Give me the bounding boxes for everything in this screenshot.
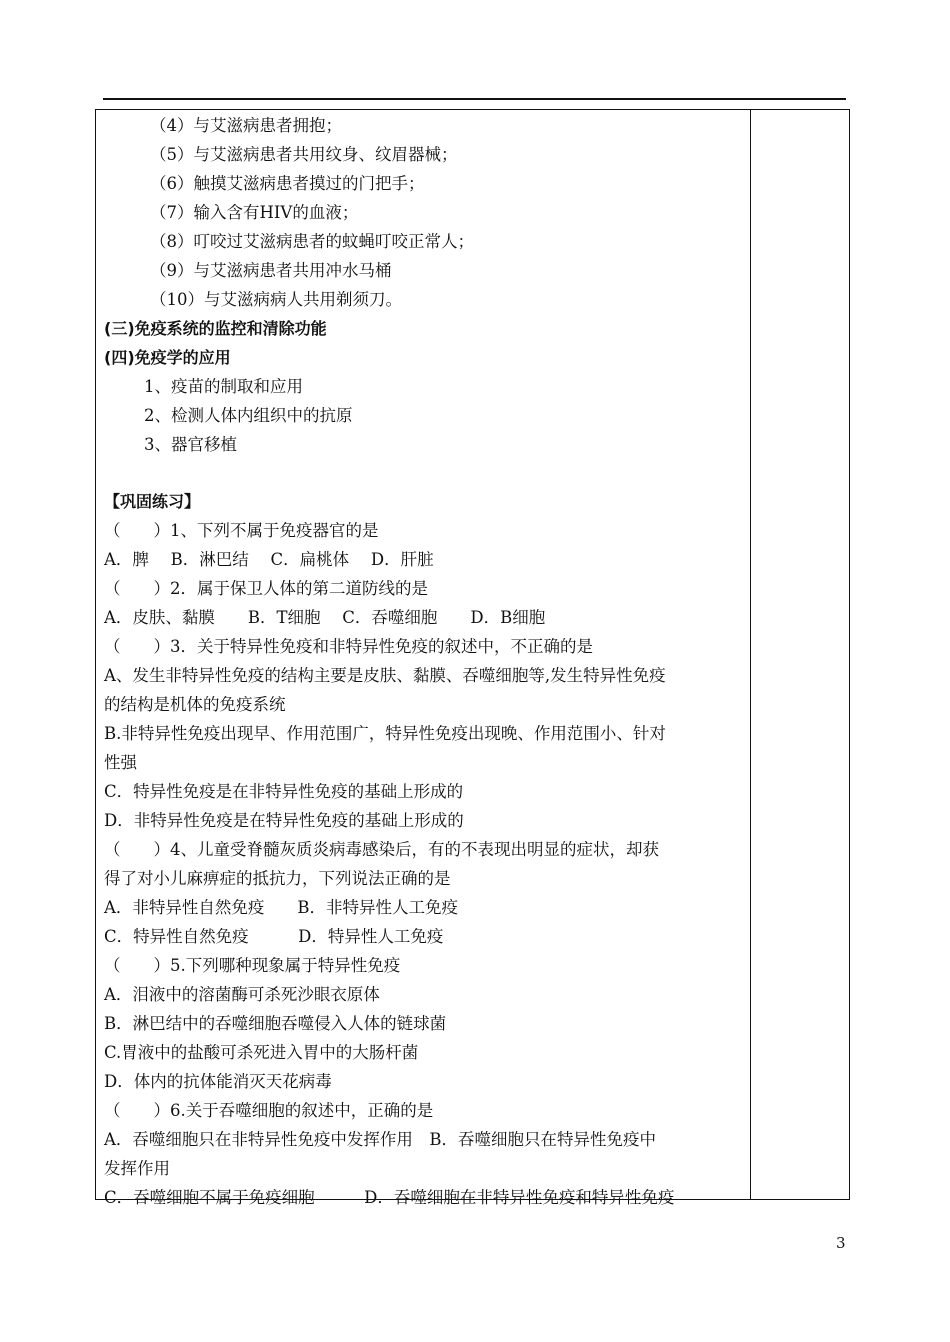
practice-line: C.胃液中的盐酸可杀死进入胃中的大肠杆菌 bbox=[104, 1043, 419, 1062]
column-divider bbox=[750, 109, 751, 1200]
application-item: 2、检测人体内组织中的抗原 bbox=[144, 406, 353, 425]
transmission-item: （8）叮咬过艾滋病患者的蚊蝇叮咬正常人； bbox=[150, 232, 474, 251]
practice-line: A．非特异性自然免疫 B．非特异性人工免疫 bbox=[104, 898, 459, 917]
practice-line: C．特异性免疫是在非特异性免疫的基础上形成的 bbox=[104, 782, 464, 801]
practice-line: （ ）2．属于保卫人体的第二道防线的是 bbox=[104, 579, 428, 598]
practice-line: （ ）4、儿童受脊髓灰质炎病毒感染后，有的不表现出明显的症状，却获 bbox=[104, 840, 659, 859]
practice-line: A．脾 B．淋巴结 C．扁桃体 D．肝脏 bbox=[104, 550, 434, 569]
practice-line: C．特异性自然免疫 D．特异性人工免疫 bbox=[104, 927, 444, 946]
transmission-item: （4）与艾滋病患者拥抱； bbox=[150, 116, 342, 135]
section-heading-applications: (四)免疫学的应用 bbox=[104, 348, 231, 367]
practice-line: D．体内的抗体能消灭天花病毒 bbox=[104, 1072, 332, 1091]
practice-line: C．吞噬细胞不属于免疫细胞 D．吞噬细胞在非特异性免疫和特异性免疫 bbox=[104, 1188, 675, 1207]
practice-line: 性强 bbox=[104, 753, 137, 772]
main-content bbox=[104, 111, 744, 1212]
practice-line: A．泪液中的溶菌酶可杀死沙眼衣原体 bbox=[104, 985, 380, 1004]
section-heading-monitoring: (三)免疫系统的监控和清除功能 bbox=[104, 319, 327, 338]
application-item: 1、疫苗的制取和应用 bbox=[144, 377, 303, 396]
practice-line: 得了对小儿麻痹症的抵抗力，下列说法正确的是 bbox=[104, 869, 451, 888]
practice-line: A．吞噬细胞只在非特异性免疫中发挥作用 B．吞噬细胞只在特异性免疫中 bbox=[104, 1130, 657, 1149]
practice-line: （ ）1、下列不属于免疫器官的是 bbox=[104, 521, 379, 540]
page-number: 3 bbox=[836, 1234, 846, 1252]
transmission-item: （6）触摸艾滋病患者摸过的门把手； bbox=[150, 174, 425, 193]
practice-line: 发挥作用 bbox=[104, 1159, 170, 1178]
practice-line: （ ）6.关于吞噬细胞的叙述中，正确的是 bbox=[104, 1101, 434, 1120]
practice-line: （ ）3．关于特异性免疫和非特异性免疫的叙述中，不正确的是 bbox=[104, 637, 593, 656]
transmission-item: （10）与艾滋病病人共用剃须刀。 bbox=[150, 290, 402, 309]
header-rule bbox=[103, 98, 846, 100]
practice-line: 的结构是机体的免疫系统 bbox=[104, 695, 286, 714]
practice-line: A．皮肤、黏膜 B．T细胞 C．吞噬细胞 D．B细胞 bbox=[104, 608, 546, 627]
transmission-item: （7）输入含有HIV的血液； bbox=[150, 203, 359, 222]
practice-line: B.非特异性免疫出现早、作用范围广，特异性免疫出现晚、作用范围小、针对 bbox=[104, 724, 666, 743]
practice-line: B．淋巴结中的吞噬细胞吞噬侵入人体的链球菌 bbox=[104, 1014, 447, 1033]
practice-line: （ ）5.下列哪种现象属于特异性免疫 bbox=[104, 956, 401, 975]
practice-heading: 【巩固练习】 bbox=[104, 492, 201, 511]
application-item: 3、器官移植 bbox=[144, 435, 237, 454]
transmission-item: （9）与艾滋病患者共用冲水马桶 bbox=[150, 261, 392, 280]
practice-line: A、发生非特异性免疫的结构主要是皮肤、黏膜、吞噬细胞等,发生特异性免疫 bbox=[104, 666, 666, 685]
practice-line: D．非特异性免疫是在特异性免疫的基础上形成的 bbox=[104, 811, 464, 830]
spacer bbox=[104, 459, 744, 487]
transmission-item: （5）与艾滋病患者共用纹身、纹眉器械； bbox=[150, 145, 458, 164]
